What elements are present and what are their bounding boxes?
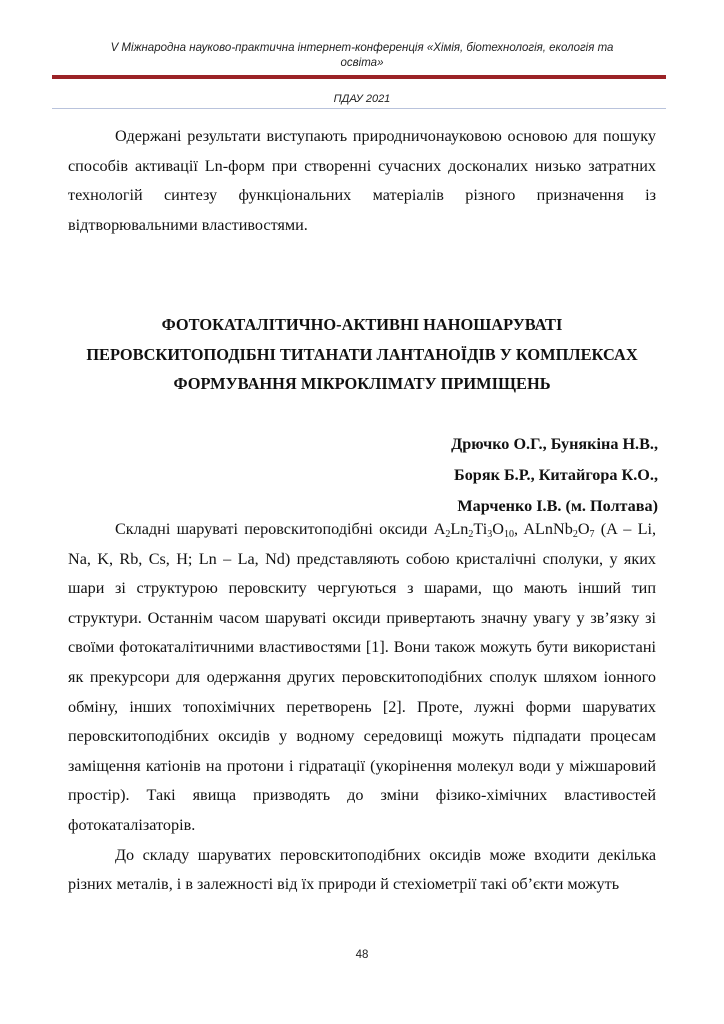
article-body (68, 515, 656, 900)
conference-title-line-2: освіта» (340, 57, 384, 69)
paragraph-1-rest: (A – Li, Na, K, Rb, Cs, H; Ln – La, Nd) представляють собою кристалічні сполуки, у яких шари зі структурою перовскиту чергуються з шарами, що мають інший тип структури. Останнім часом шаруваті оксиди привертають значну увагу у зв’язку зі своїми фотокаталітичними властивостями [1]. Вони також можуть бути використані як прекурсори для одержання других перовскитоподібних сполук шляхом іонного обміну, інших топохімічних перетворень [2]. Проте, лужні форми шаруватих перовскитоподібних оксидів у водному середовищі можуть підпадати процесам заміщення катіонів на протони і гідратації (укорінення молекул води у міжшаровий простір). Такі явища призводять до зміни фізико-хімічних властивостей фотокаталізаторів. (68, 520, 657, 834)
intro-paragraph-block (68, 122, 656, 240)
conference-title-line-1: V Міжнародна науково-практична інтернет-конференція «Хімія, біотехнологія, екологія та (110, 42, 614, 54)
article-authors (451, 429, 658, 522)
intro-paragraph: Одержані результати виступають природничонауковою основою для пошуку способів активації Ln-форм при створенні сучасних досконалих низько затратних технологій синтезу функціональних матеріалів різного призначення із відтворювальними властивостями. (68, 127, 656, 234)
article-title (52, 310, 672, 399)
page-number: 48 (355, 949, 369, 961)
article-title-line-1: ФОТОКАТАЛІТИЧНО-АКТИВНІ НАНОШАРУВАТІ (161, 315, 563, 334)
authors-line-3: Марченко І.В. (м. Полтава) (457, 497, 658, 515)
formula-layered-niobate: $ALnNb_2O_7$ (523, 520, 595, 540)
authors-line-2: Боряк Б.Р., Китайгора К.О., (454, 466, 658, 484)
article-title-line-3: ФОРМУВАННЯ МІКРОКЛІМАТУ ПРИМІЩЕНЬ (173, 374, 551, 393)
formula-layered-titanate: $A_2Ln_2Ti_3O_{10}$ (433, 520, 514, 540)
authors-line-1: Дрючко О.Г., Бунякіна Н.В., (451, 435, 658, 453)
university-label: ПДАУ 2021 (333, 93, 391, 105)
header-divider (52, 108, 666, 109)
article-title-line-2: ПЕРОВСКИТОПОДІБНІ ТИТАНАТИ ЛАНТАНОЇДІВ У КОМПЛЕКСАХ (86, 344, 638, 364)
conference-header (60, 41, 664, 71)
header-accent-rule (52, 75, 666, 79)
body-paragraph-2: До складу шаруватих перовскитоподібних оксидів може входити декілька різних металів, і в залежності від їх природи й стехіометрії такі об’єкти можуть (68, 845, 656, 894)
paragraph-1-intro: Складні шаруваті перовскитоподібні оксиди (115, 520, 434, 538)
body-paragraph-1: Складні шаруваті перовскитоподібні оксиди $A_2Ln_2Ti_3O_{10}$, $ALnNb_2O_7$ (A – Li, Na, K, Rb, Cs, H; Ln – La, Nd) представляють собою кристалічні сполуки, у яких шари зі структурою перовскиту чергуються з шарами, що мають інший тип структури. Останнім часом шаруваті оксиди привертають значну увагу у зв’язку зі своїми фотокаталітичними властивостями [1]. Вони також можуть бути використані як прекурсори для одержання других перовскитоподібних сполук шляхом іонного обміну, інших топохімічних перетворень [2]. Проте, лужні форми шаруватих перовскитоподібних оксидів у водному середовищі можуть підпадати процесам заміщення катіонів на протони і гідратації (укорінення молекул води у міжшаровий простір). Такі явища призводять до зміни фізико-хімічних властивостей фотокаталізаторів. (68, 520, 657, 834)
